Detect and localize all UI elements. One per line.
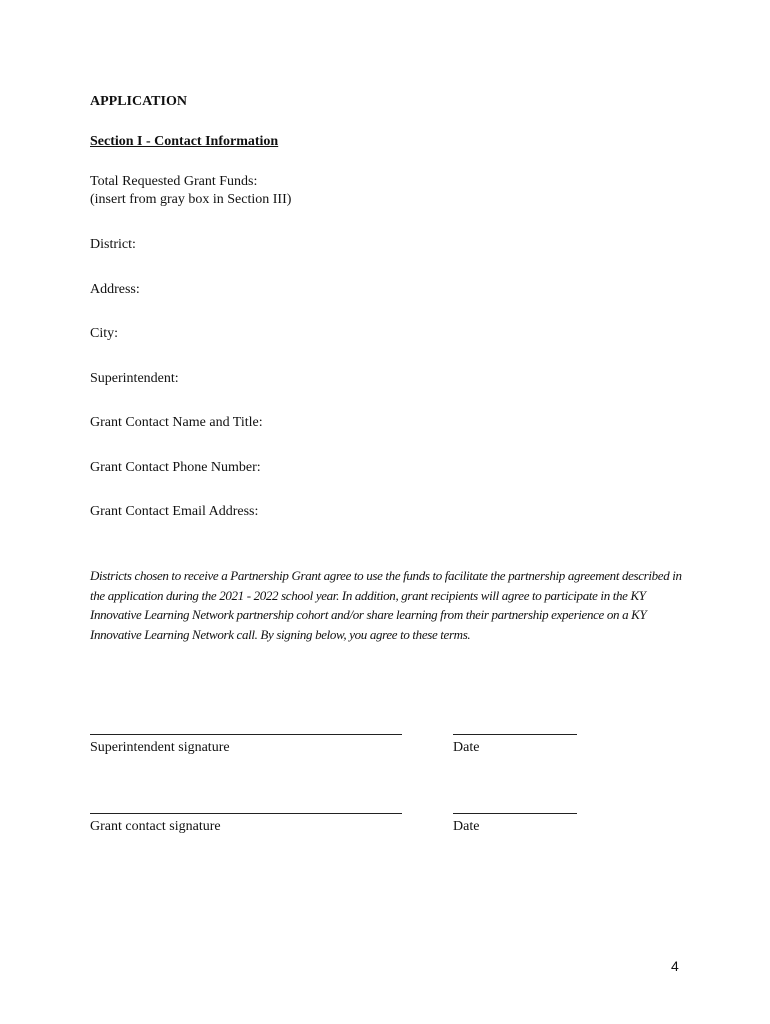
contact-date-label: Date — [453, 819, 480, 834]
city-label: City: — [90, 326, 119, 341]
contact-phone-label: Grant Contact Phone Number: — [90, 460, 261, 475]
total-funds-hint: (insert from gray box in Section III) — [90, 192, 292, 207]
contact-signature-label: Grant contact signature — [90, 819, 221, 834]
section-title: Section I - Contact Information — [90, 134, 279, 149]
total-funds-label: Total Requested Grant Funds: — [90, 174, 258, 189]
contact-name-title-label: Grant Contact Name and Title: — [90, 415, 263, 430]
district-label: District: — [90, 237, 136, 252]
contact-email-label: Grant Contact Email Address: — [90, 504, 259, 519]
superintendent-signature-label: Superintendent signature — [90, 740, 230, 755]
contact-date-line — [453, 813, 577, 814]
superintendent-label: Superintendent: — [90, 371, 179, 386]
terms-paragraph: Districts chosen to receive a Partnership Grant agree to use the funds to facilitate the partnership agreement described in the application during the 2021 - 2022 school year. In addition, grant recipients will agree to participate in the KY Innovative Learning Network partnership cohort and/or share learning from their partnership experience on a KY Innovative Learning Network call. By signing below, you agree to these terms. — [90, 568, 682, 642]
superintendent-date-label: Date — [453, 740, 480, 755]
document-heading: APPLICATION — [90, 94, 187, 109]
address-label: Address: — [90, 282, 140, 297]
contact-signature-line — [90, 813, 402, 814]
superintendent-date-line — [453, 734, 577, 735]
superintendent-signature-line — [90, 734, 402, 735]
page-number: 4 — [671, 958, 679, 974]
